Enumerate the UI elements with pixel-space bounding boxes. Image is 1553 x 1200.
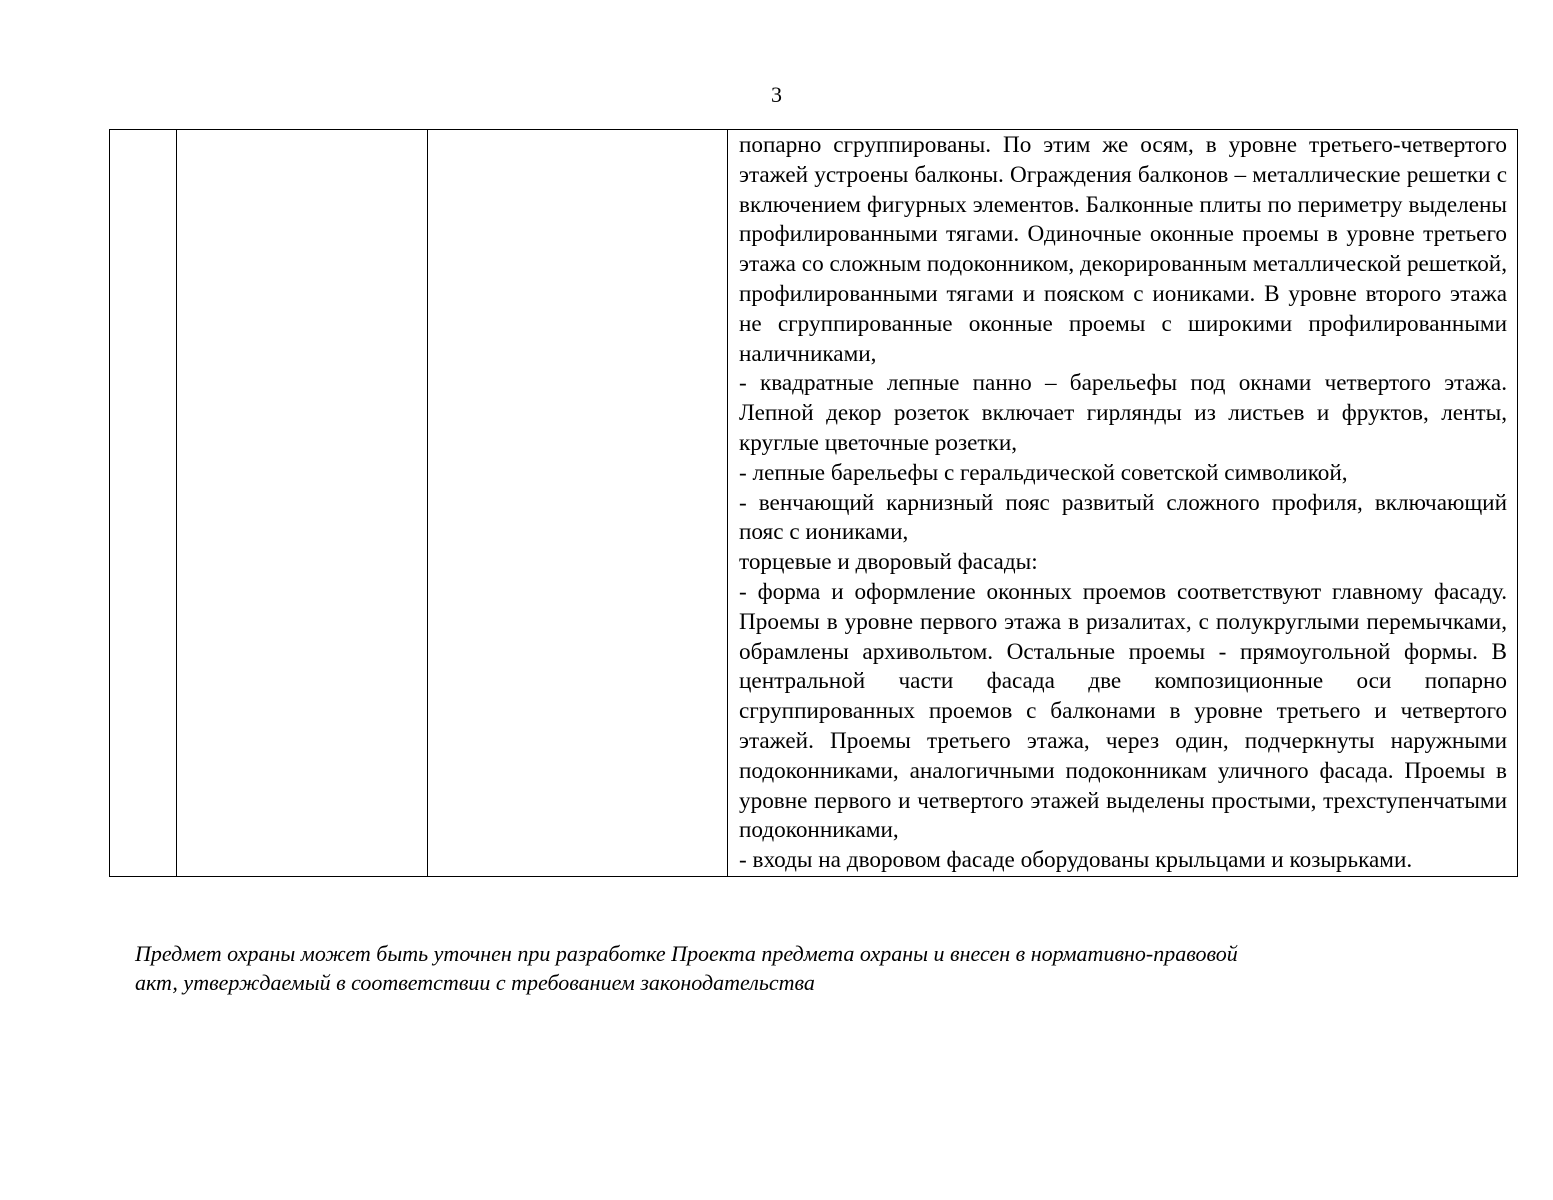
- table-cell-object: [177, 130, 428, 877]
- description-paragraph: - венчающий карнизный пояс развитый сложного профиля, включающий пояс с иониками,: [739, 489, 1507, 546]
- description-paragraph: попарно сгруппированы. По этим же осям, в уровне третьего-четвертого этажей устроены балконы. Ограждения балконов – металлические решетки с включением фигурных элементов. Балконные плиты по периметру выделены профилированными тягами. Одиночные оконные проемы в уровне третьего этажа со сложным подоконником, декорированным металлической решеткой, профилированными тягами и пояском с иониками. В уровне второго этажа не сгруппированные оконные проемы с широкими профилированными наличниками,: [739, 132, 1507, 367]
- protection-subject-table: [109, 129, 1518, 877]
- footnote-line: Предмет охраны может быть уточнен при разработке Проекта предмета охраны и внесен в нормативно-правовой: [135, 941, 1238, 966]
- table-cell-type: [428, 130, 728, 877]
- description-paragraph: - входы на дворовом фасаде оборудованы крыльцами и козырьками.: [739, 847, 1413, 874]
- description-paragraph: - лепные барельефы с геральдической советской символикой,: [739, 459, 1348, 486]
- description-paragraph: торцевые и дворовый фасады:: [739, 549, 1038, 576]
- description-paragraph: - форма и оформление оконных проемов соответствуют главному фасаду. Проемы в уровне первого этажа в ризалитах, с полукруглыми перемычками, обрамлены архивольтом. Остальные проемы - прямоугольной формы. В центральной части фасада две композиционные оси попарно сгруппированных проемов с балконами в уровне третьего и четвертого этажей. Проемы третьего этажа, через один, подчеркнуты наружными подоконниками, аналогичными подоконникам уличного фасада. Проемы в уровне первого и четвертого этажей выделены простыми, трехступенчатыми подоконниками,: [739, 578, 1507, 844]
- footnote: [135, 939, 1435, 997]
- table-cell-description: [728, 130, 1518, 877]
- footnote-line: акт, утверждаемый в соответствии с требованием законодательства: [135, 970, 815, 995]
- description-paragraph: - квадратные лепные панно – барельефы под окнами четвертого этажа. Лепной декор розеток включает гирлянды из листьев и фруктов, ленты, круглые цветочные розетки,: [739, 370, 1507, 456]
- table-cell-number: [110, 130, 177, 877]
- page-number: 3: [771, 82, 782, 107]
- table-row: [110, 130, 1518, 877]
- description-text: [728, 130, 1517, 876]
